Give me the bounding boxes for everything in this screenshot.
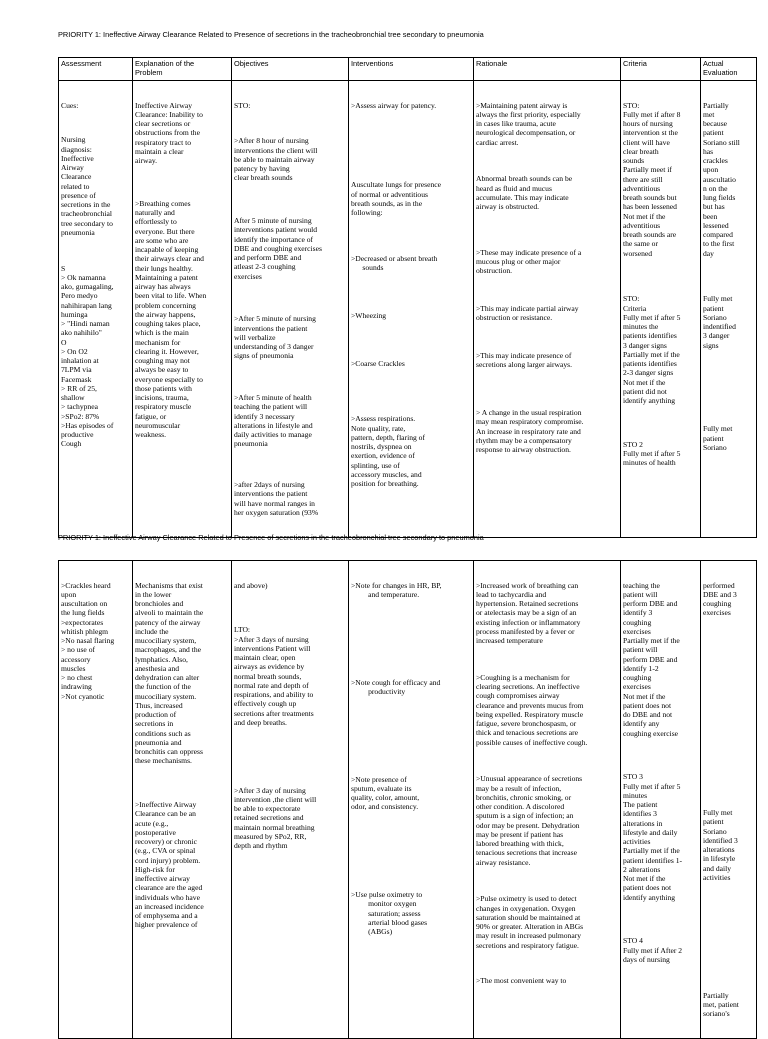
page2-title: PRIORITY 1: Ineffective Airway Clearance Related to Presence of secretions in the tracheobronchial tree secondary to pneumonia	[58, 533, 484, 542]
rationale-item: >This may indicate partial airway obstruction or resistance.	[476, 304, 579, 323]
objectives-cell	[232, 561, 349, 1039]
cues-text: S > Ok namanna ako, gumagaling, Pero medyo nahihirapan lang huminga > "Hindi naman ako nahihilo" O > On O2 inhalation at 7LPM via Facemask > RR of 25, shallow > tachypnea >SPo2: 87% >Has episodes of productive Cough	[61, 263, 114, 449]
intervention-item: Auscultate lungs for presence of normal or adventitious breath sounds, as in the following:	[351, 180, 442, 217]
evaluation-cell	[701, 81, 757, 538]
evaluation-cell	[701, 561, 757, 1039]
rationale-item: >Maintaining patent airway is always the first priority, especially in cases like trauma, acute neurological decompensation, or cardiac arrest.	[476, 100, 581, 147]
table-header-row	[59, 58, 757, 81]
care-plan-table-2	[58, 560, 757, 1039]
rationale-item: >Pulse oximetry is used to detect changes in oxygenation. Oxygen saturation should be maintained at 90% or greater. Alteration in ABGs may result in increased pulmonary secretions and respiratory fatigue.	[476, 894, 584, 950]
rationale-item: >This may indicate presence of secretions along larger airways.	[476, 351, 573, 370]
cues-label: Cues:	[61, 100, 79, 110]
criteria-item: STO 3 Fully met if after 5 minutes The patient identifies 3 alterations in lifestyle and daily activities Partially met if the patient identifies 1- 2 alterations Not met if the patient does not identify anything	[623, 772, 683, 902]
objective-item: LTO: >After 3 days of nursing interventions Patient will maintain clear, open airways as evidence by normal breath sounds, normal rate and depth of respirations, and ability to effectively cough up secretions after treatments and deep breaths.	[234, 625, 314, 727]
rationale-item: >These may indicate presence of a mucous plug or other major obstruction.	[476, 247, 582, 276]
rationale-item: Abnormal breath sounds can be heard as fluid and mucus accumulate. This may indicate airway is obstructed.	[476, 174, 573, 211]
objective-item: >after 2days of nursing interventions the patient will have normal ranges in her oxygen saturation (93%	[234, 480, 319, 517]
rationale-item: >The most convenient way to	[476, 976, 567, 986]
explanation-paragraph: Ineffective Airway Clearance: Inability to clear secretions or obstructions from the respiratory tract to maintain a clear airway.	[135, 100, 203, 165]
explanation-cell	[133, 561, 232, 1039]
rationale-item: > A change in the usual respiration may mean respiratory compromise. An increase in respiratory rate and rhythm may be a compensatory response to airway obstruction.	[476, 408, 584, 454]
criteria-item: STO: Fully met if after 8 hours of nursing intervention st the client will have clear breath sounds Partially meet if there are still adventitious breath sounds but has been lessened Not met if the adventitious breath sounds are the same or worsened	[623, 100, 681, 258]
intervention-item: >Coarse Crackles	[351, 358, 405, 368]
criteria-item: STO 4 Fully met if After 2 days of nursing	[623, 936, 683, 964]
intervention-item: >Assess airway for patency.	[351, 100, 437, 110]
interventions-cell	[349, 561, 474, 1039]
intervention-item: >Note for changes in HR, BP, and temperature.	[351, 580, 442, 599]
intervention-item: >Wheezing	[351, 310, 387, 320]
criteria-cell	[621, 81, 701, 538]
intervention-item: >Note cough for efficacy and productivity	[351, 677, 441, 696]
explanation-paragraph: >Breathing comes naturally and effortlessly to everyone. But there are some who are incapable of keeping their airways clear and their lungs healthy. Maintaining a patent airway has always been vital to life. When problem concerning the airway happens, coughing takes place, which is the main mechanism for clearing it. However, coughing may not always be easy to everyone especially to those patients with incisions, trauma, respiratory muscle fatigue, or neuromuscular weakness.	[135, 198, 207, 439]
rationale-item: >Coughing is a mechanism for clearing secretions. An ineffective cough compromises airway clearance and prevents mucus from being expelled. Respiratory muscle fatigue, severe bronchospasm, or thick and tenacious secretions are possible causes of ineffective cough.	[476, 672, 588, 747]
cues-text: >Crackles heard upon auscultation on the lung fields >expectorates whitish phlegm >No nasal flaring > no use of accessory muscles > no chest indrawing >Not cyanotic	[61, 580, 115, 701]
care-plan-table-1	[58, 57, 757, 538]
header-assessment: Assessment	[59, 58, 133, 81]
table-row	[59, 81, 757, 538]
header-interventions: Interventions	[349, 58, 474, 81]
evaluation-item: Fully met patient Soriano	[703, 424, 733, 452]
explanation-cell	[133, 81, 232, 538]
intervention-item: >Assess respirations. Note quality, rate, pattern, depth, flaring of nostrils, dyspnea on exertion, evidence of splinting, use of accessory muscles, and position for breathing.	[351, 414, 426, 488]
nursing-diagnosis-text: Nursing diagnosis: Ineffective Airway Clearance related to presence of secretions in the tracheobronchial tree secondary to pneumonia	[61, 135, 113, 237]
objective-item: and above)	[234, 580, 268, 590]
intervention-item: >Decreased or absent breath sounds	[351, 253, 438, 272]
explanation-paragraph: Mechanisms that exist in the lower bronchioles and alveoli to maintain the patency of the airway include the mucociliary system, macrophages, and the lymphatics. Also, anesthesia and dehydration can alter the function of the mucociliary system. Thus, increased production of secretions in conditions such as pneumonia and bronchitis can oppress these mechanisms.	[135, 580, 204, 766]
criteria-item: teaching the patient will perform DBE and identify 3 coughing exercises Partially met if the patient will perform DBE and identify 1-2 coughing exercises Not met if the patient does not do DBE and not identify any coughing exercise	[623, 580, 680, 738]
explanation-paragraph: >Ineffective Airway Clearance can be an acute (e.g., postoperative recovery) or chronic (e.g., CVA or spinal cord injury) problem. High-risk for ineffective airway clearance are the aged individuals who have an increased incidence of emphysema and a higher prevalence of	[135, 800, 204, 930]
interventions-cell	[349, 81, 474, 538]
header-criteria: Criteria	[621, 58, 701, 81]
evaluation-item: Fully met patient Soriano identified 3 alterations in lifestyle and daily activities	[703, 808, 738, 882]
evaluation-item: performed DBE and 3 coughing exercises	[703, 580, 737, 618]
criteria-cell	[621, 561, 701, 1039]
page1-title: PRIORITY 1: Ineffective Airway Clearance Related to Presence of secretions in the tracheobronchial tree secondary to pneumonia	[58, 30, 484, 39]
criteria-item: STO: Criteria Fully met if after 5 minutes the patients identifies 3 danger signs Partially met if the patients identifies 2-3 danger signs Not met if the patient did not identify anything	[623, 294, 681, 405]
assessment-cell	[59, 561, 133, 1039]
objective-item: >After 3 day of nursing intervention ,the client will be able to expectorate retained secretions and maintain normal breathing measured by SPo2, RR, depth and rhythm	[234, 785, 317, 850]
objective-item: >After 5 minute of health teaching the patient will identify 3 necessary alterations in lifestyle and daily activities to manage pneumonia	[234, 393, 313, 449]
objective-item: >After 5 minute of nursing interventions the patient will verbalize understanding of 3 danger signs of pneumonia	[234, 314, 316, 361]
rationale-cell	[474, 81, 621, 538]
header-evaluation: Actual Evaluation	[701, 58, 757, 81]
table-row	[59, 561, 757, 1039]
header-explanation: Explanation of the Problem	[133, 58, 232, 81]
header-rationale: Rationale	[474, 58, 621, 81]
header-objectives: Objectives	[232, 58, 349, 81]
rationale-item: >Unusual appearance of secretions may be a result of infection, bronchitis, chronic smoking, or other condition. A discolored sputum is a sign of infection; an odor may be present. Dehydration may be present if patient has labored breathing with thick, tenacious secretions that increase airway resistance.	[476, 774, 583, 867]
evaluation-item: Partially met because patient Soriano still has crackles upon auscultatio n on the lung fields but has been lessened compared to the first day	[703, 100, 740, 258]
objective-item: After 5 minute of nursing interventions patient would identify the importance of DBE and coughing exercises and perform DBE and atleast 2-3 coughing exercises	[234, 216, 322, 281]
assessment-cell	[59, 81, 133, 538]
intervention-item: >Use pulse oximetry to monitor oxygen saturation; assess arterial blood gases (ABGs)	[351, 890, 428, 936]
objectives-cell	[232, 81, 349, 538]
rationale-item: >Increased work of breathing can lead to tachycardia and hypertension. Retained secretions or atelectasis may be a sign of an existing infection or inflammatory process manifested by a fever or increased temperature	[476, 580, 581, 645]
sto-label: STO:	[234, 100, 251, 110]
evaluation-item: Partially met, patient soriano's	[703, 990, 739, 1018]
intervention-item: >Note presence of sputum, evaluate its quality, color, amount, odor, and consistency.	[351, 774, 420, 812]
criteria-item: STO 2 Fully met if after 5 minutes of health	[623, 439, 681, 468]
objective-item: >After 8 hour of nursing interventions the client will be able to maintain airway patency by having clear breath sounds	[234, 136, 318, 183]
rationale-cell	[474, 561, 621, 1039]
evaluation-item: Fully met patient Soriano indentified 3 danger signs	[703, 294, 736, 350]
